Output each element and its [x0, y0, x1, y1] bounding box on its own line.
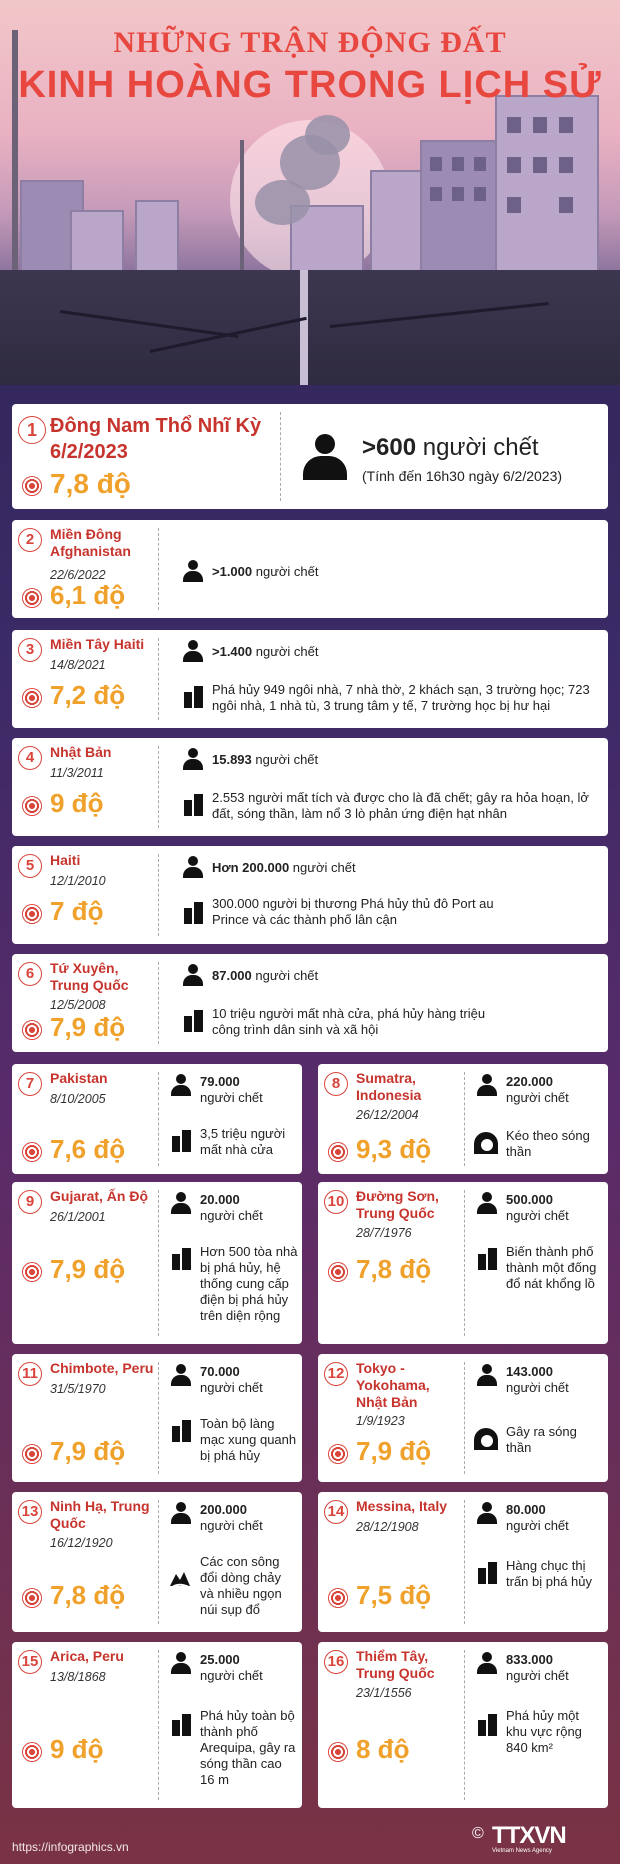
seismic-icon: [22, 476, 42, 496]
place-name: Đường Sơn, Trung Quốc: [356, 1188, 439, 1221]
date: 16/12/1920: [50, 1536, 113, 1550]
building-icon: [476, 1248, 498, 1270]
divider: [158, 1362, 159, 1474]
date: 31/5/1970: [50, 1382, 106, 1396]
death-count: 70.000: [200, 1364, 240, 1379]
divider: [464, 1650, 465, 1800]
page-title-line2: KINH HOÀNG TRONG LỊCH SỬ: [18, 64, 602, 106]
quake-card-13: [12, 1492, 302, 1632]
rank-badge: 7: [18, 1072, 42, 1096]
smoke-cloud: [305, 115, 350, 155]
rank-badge: 8: [324, 1072, 348, 1096]
death-label: người chết: [506, 1668, 569, 1683]
damage-description: 2.553 người mất tích và được cho là đã chết; gây ra hỏa hoạn, lở đất, sóng thần, làm nổ 3 lò phản ứng điện hạt nhân: [212, 790, 589, 821]
rank-badge: 4: [18, 746, 42, 770]
death-label: người chết: [506, 1518, 569, 1533]
death-label: người chết: [200, 1380, 263, 1395]
building-icon: [476, 1714, 498, 1736]
person-icon: [182, 640, 204, 662]
divider: [464, 1072, 465, 1166]
person-icon: [476, 1364, 498, 1386]
death-count: 833.000: [506, 1652, 553, 1667]
quake-card-14: [318, 1492, 608, 1632]
divider: [158, 962, 159, 1044]
person-icon: [182, 560, 204, 582]
divider: [158, 854, 159, 936]
quake-card-2: [12, 520, 608, 618]
death-label: người chết: [252, 564, 319, 579]
death-label: người chết: [506, 1380, 569, 1395]
rank-badge: 3: [18, 638, 42, 662]
place-name: Tokyo - Yokohama, Nhật Bản: [356, 1360, 430, 1410]
tsunami-wave-icon: [474, 1132, 498, 1154]
quake-card-3: [12, 630, 608, 728]
magnitude: 7,9 độ: [50, 1254, 126, 1284]
seismic-icon: [328, 1142, 348, 1162]
person-icon: [476, 1192, 498, 1214]
date: 1/9/1923: [356, 1414, 405, 1428]
person-icon: [170, 1192, 192, 1214]
page-title-line1: NHỮNG TRẬN ĐỘNG ĐẤT: [113, 26, 507, 59]
rank-badge: 9: [18, 1190, 42, 1214]
date: 6/2/2023: [50, 441, 128, 463]
rank-badge: 1: [18, 416, 46, 444]
date: 26/1/2001: [50, 1210, 106, 1224]
rank-badge: 12: [324, 1362, 348, 1386]
date: 12/1/2010: [50, 874, 106, 888]
damage-description: 10 triệu người mất nhà cửa, phá hủy hàng triệu công trình dân sinh và xã hội: [212, 1006, 486, 1037]
magnitude: 7,9 độ: [50, 1012, 126, 1042]
death-count: 220.000: [506, 1074, 553, 1089]
place-name: Ninh Hạ, Trung Quốc: [50, 1498, 150, 1531]
damage-description: Hàng chục thị trấn bị phá hủy: [506, 1558, 593, 1589]
building-icon: [182, 1010, 204, 1032]
person-icon: [170, 1364, 192, 1386]
magnitude: 7,5 độ: [356, 1580, 432, 1610]
divider: [464, 1190, 465, 1336]
death-toll: [506, 1652, 602, 1684]
person-icon: [476, 1502, 498, 1524]
quake-card-8: [318, 1064, 608, 1174]
death-count: 79.000: [200, 1074, 240, 1089]
death-toll: [506, 1502, 602, 1534]
place-name: Pakistan: [50, 1070, 108, 1086]
divider: [158, 1500, 159, 1624]
death-label: người chết: [200, 1668, 263, 1683]
death-toll: [212, 644, 319, 660]
place-name: Nhật Bản: [50, 744, 112, 760]
damage-description: Gây ra sóng thần: [506, 1424, 577, 1455]
damage-description: Phá hủy toàn bộ thành phố Arequipa, gây ra sóng thần cao 16 m: [200, 1708, 296, 1787]
seismic-icon: [22, 1588, 42, 1608]
seismic-icon: [328, 1742, 348, 1762]
quake-card-16: [318, 1642, 608, 1808]
quake-card-6: [12, 954, 608, 1052]
rank-badge: 10: [324, 1190, 348, 1214]
building-icon: [182, 794, 204, 816]
death-label: người chết: [289, 860, 356, 875]
magnitude: 7,9 độ: [356, 1436, 432, 1466]
building-icon: [182, 902, 204, 924]
place-name: Haiti: [50, 852, 81, 868]
death-count: 15.893: [212, 752, 252, 767]
divider: [158, 1190, 159, 1336]
seismic-icon: [328, 1588, 348, 1608]
seismic-icon: [22, 1742, 42, 1762]
person-icon: [476, 1652, 498, 1674]
seismic-icon: [22, 904, 42, 924]
place-name: Miền Tây Haiti: [50, 636, 145, 652]
date: 13/8/1868: [50, 1670, 106, 1684]
death-toll: [506, 1364, 602, 1396]
date: 28/7/1976: [356, 1226, 412, 1240]
death-toll: [506, 1074, 602, 1106]
magnitude: 9 độ: [50, 788, 104, 818]
quake-card-7: [12, 1064, 302, 1174]
cracked-road: [0, 270, 620, 385]
death-label: người chết: [200, 1090, 263, 1105]
place-name: Đông Nam Thổ Nhĩ Kỳ: [50, 415, 262, 437]
death-toll: [362, 434, 539, 462]
death-toll: [212, 752, 318, 768]
rank-badge: 14: [324, 1500, 348, 1524]
quake-card-12: [318, 1354, 608, 1482]
rank-badge: 15: [18, 1650, 42, 1674]
person-icon: [182, 748, 204, 770]
seismic-icon: [22, 1444, 42, 1464]
magnitude: 7,8 độ: [356, 1254, 432, 1284]
ttxvn-logo: [492, 1822, 566, 1854]
logo-subtitle: Vietnam News Agency: [492, 1848, 552, 1854]
divider: [464, 1500, 465, 1624]
building-icon: [182, 686, 204, 708]
seismic-icon: [22, 588, 42, 608]
date: 8/10/2005: [50, 1092, 106, 1106]
person-icon: [170, 1074, 192, 1096]
copyright-symbol: ©: [472, 1825, 484, 1842]
damage-description: Phá hủy một khu vực rộng 840 km²: [506, 1708, 582, 1755]
death-label: người chết: [506, 1090, 569, 1105]
death-toll: [212, 860, 356, 876]
source-link[interactable]: https://infographics.vn: [12, 1840, 129, 1854]
quake-card-1: [12, 404, 608, 509]
damage-description: 3,5 triệu người mất nhà cửa: [200, 1126, 286, 1157]
quake-card-4: [12, 738, 608, 836]
death-count: >1.000: [212, 564, 253, 579]
rank-badge: 16: [324, 1650, 348, 1674]
death-label: người chết: [200, 1518, 263, 1533]
rank-badge: 6: [18, 962, 42, 986]
death-toll: [200, 1192, 296, 1224]
magnitude: 6,1 độ: [50, 580, 126, 610]
place-name: Arica, Peru: [50, 1648, 124, 1664]
death-count: >600: [362, 434, 417, 461]
divider: [158, 1650, 159, 1800]
rank-badge: 13: [18, 1500, 42, 1524]
rank-badge: 5: [18, 854, 42, 878]
death-toll: [200, 1074, 296, 1106]
quake-card-9: [12, 1182, 302, 1344]
quake-card-11: [12, 1354, 302, 1482]
building-icon: [170, 1714, 192, 1736]
tsunami-wave-icon: [474, 1428, 498, 1450]
building-icon: [476, 1562, 498, 1584]
quake-card-5: [12, 846, 608, 944]
person-icon: [182, 856, 204, 878]
magnitude: 7,9 độ: [50, 1436, 126, 1466]
magnitude: 7,2 độ: [50, 680, 126, 710]
divider: [280, 412, 281, 501]
magnitude: 7,6 độ: [50, 1134, 126, 1164]
death-count: 500.000: [506, 1192, 553, 1207]
rank-badge: 2: [18, 528, 42, 552]
damage-description: Biến thành phố thành một đống đổ nát khổng lồ: [506, 1244, 597, 1291]
magnitude: 7,8 độ: [50, 468, 131, 499]
quake-card-15: [12, 1642, 302, 1808]
seismic-icon: [22, 1020, 42, 1040]
date: 14/8/2021: [50, 658, 106, 672]
building-icon: [170, 1248, 192, 1270]
death-count: 80.000: [506, 1502, 546, 1517]
death-note: (Tính đến 16h30 ngày 6/2/2023): [362, 468, 563, 484]
death-toll: [212, 968, 318, 984]
death-toll: [200, 1502, 296, 1534]
date: 11/3/2011: [50, 766, 104, 780]
person-icon: [170, 1652, 192, 1674]
seismic-icon: [328, 1444, 348, 1464]
date: 26/12/2004: [356, 1108, 419, 1122]
death-label: người chết: [251, 752, 319, 767]
death-count: 20.000: [200, 1192, 240, 1207]
hero-illustration: [0, 0, 620, 385]
person-icon: [302, 434, 348, 480]
seismic-icon: [328, 1262, 348, 1282]
magnitude: 8 độ: [356, 1734, 410, 1764]
death-toll: [200, 1364, 296, 1396]
building-icon: [170, 1130, 192, 1152]
death-toll: [212, 564, 319, 580]
damage-description: Kéo theo sóng thần: [506, 1128, 590, 1159]
death-label: người chết: [416, 434, 539, 461]
divider: [158, 638, 159, 720]
seismic-icon: [22, 1142, 42, 1162]
quake-card-10: [318, 1182, 608, 1344]
damage-description: Các con sông đổi dòng chảy và nhiều ngọn núi sụp đổ: [200, 1554, 282, 1617]
street-lamp: [240, 140, 244, 290]
death-toll: [506, 1192, 602, 1224]
divider: [464, 1362, 465, 1474]
damage-description: Phá hủy 949 ngôi nhà, 7 nhà thờ, 2 khách sạn, 3 trường học; 723 ngôi nhà, 1 nhà tù, 3 trung tâm y tế, 7 trường học bị hư hại: [212, 682, 590, 713]
death-count: 200.000: [200, 1502, 247, 1517]
person-icon: [476, 1074, 498, 1096]
death-label: người chết: [200, 1208, 263, 1223]
death-count: 87.000: [212, 968, 252, 983]
magnitude: 9 độ: [50, 1734, 104, 1764]
magnitude: 7,8 độ: [50, 1580, 126, 1610]
logo-text: TTXVN: [492, 1822, 566, 1849]
magnitude: 9,3 độ: [356, 1134, 432, 1164]
death-count: Hơn 200.000: [212, 860, 290, 875]
place-name: Gujarat, Ấn Độ: [50, 1188, 149, 1204]
smoke-cloud: [255, 180, 310, 225]
death-label: người chết: [251, 968, 319, 983]
magnitude: 7 độ: [50, 896, 104, 926]
divider: [158, 746, 159, 828]
death-count: 25.000: [200, 1652, 240, 1667]
damage-description: Hơn 500 tòa nhà bị phá hủy, hệ thống cung cấp điện bị phá hủy trên diện rộng: [200, 1244, 298, 1323]
date: 23/1/1556: [356, 1686, 412, 1700]
damage-description: Toàn bộ làng mạc xung quanh bị phá hủy: [200, 1416, 297, 1463]
place-name: Miền Đông Afghanistan: [50, 526, 131, 559]
seismic-icon: [22, 796, 42, 816]
place-name: Thiểm Tây, Trung Quốc: [356, 1648, 435, 1681]
damage-description: 300.000 người bị thương Phá hủy thủ đô Port au Prince và các thành phố lân cận: [212, 896, 494, 927]
landslide-river-icon: [168, 1566, 192, 1590]
person-icon: [182, 964, 204, 986]
death-count: 143.000: [506, 1364, 553, 1379]
death-label: người chết: [506, 1208, 569, 1223]
divider: [158, 1072, 159, 1166]
date: 12/5/2008: [50, 998, 106, 1012]
building-icon: [170, 1420, 192, 1442]
death-count: >1.400: [212, 644, 253, 659]
place-name: Messina, Italy: [356, 1498, 448, 1514]
seismic-icon: [22, 1262, 42, 1282]
date: 22/6/2022: [50, 568, 106, 582]
divider: [158, 528, 159, 610]
rank-badge: 11: [18, 1362, 42, 1386]
place-name: Tứ Xuyên, Trung Quốc: [50, 960, 129, 993]
seismic-icon: [22, 688, 42, 708]
ruined-building: [495, 95, 599, 294]
death-label: người chết: [252, 644, 319, 659]
death-toll: [200, 1652, 296, 1684]
date: 28/12/1908: [356, 1520, 419, 1534]
person-icon: [170, 1502, 192, 1524]
place-name: Sumatra, Indonesia: [356, 1070, 422, 1103]
place-name: Chimbote, Peru: [50, 1360, 154, 1376]
